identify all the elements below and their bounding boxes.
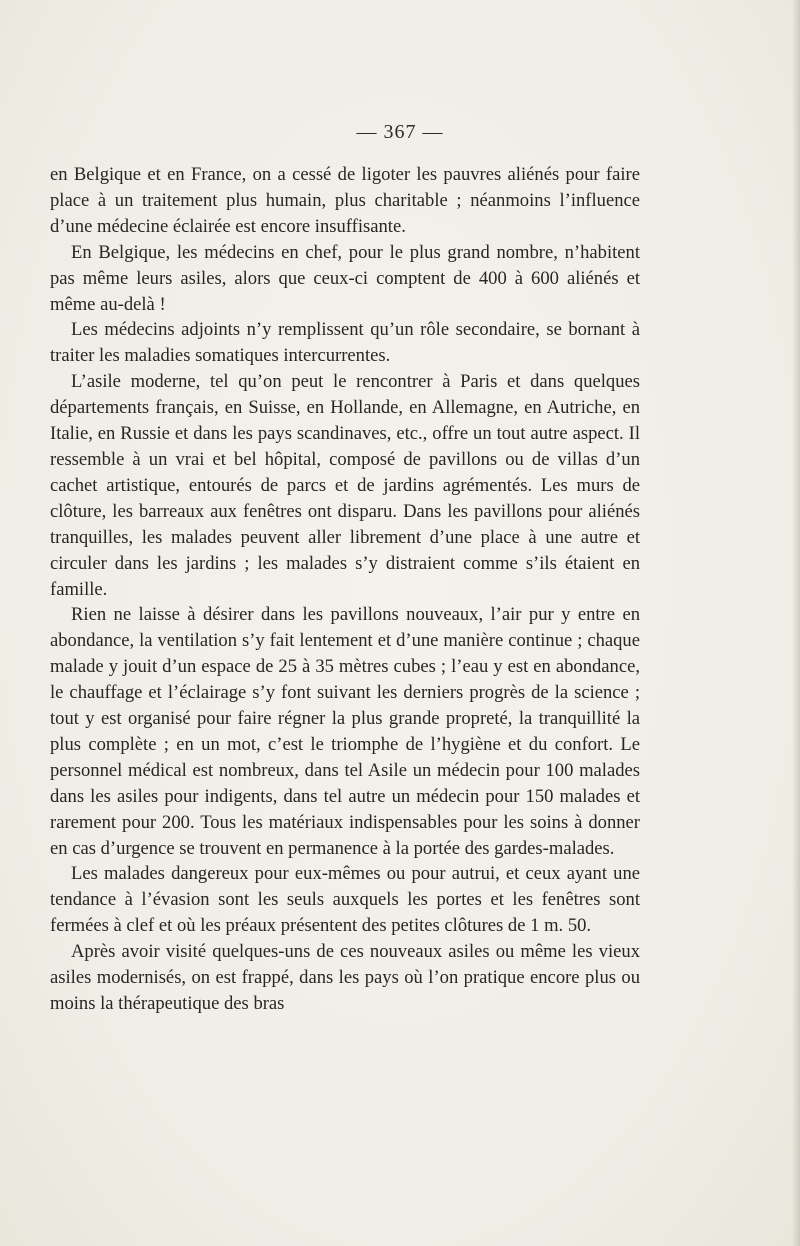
paragraph-continuation: en Belgique et en France, on a cessé de ligoter les pauvres aliénés pour faire place à un traitement plus humain, plus charitable ; néanmoins l’influence d’une médecine éclairée est encore insuffisante. xyxy=(50,164,640,237)
page-edge-shadow xyxy=(792,0,800,1246)
body-text xyxy=(50,162,640,1017)
paragraph: L’asile moderne, tel qu’on peut le rencontrer à Paris et dans quelques départements français, en Suisse, en Hollande, en Allemagne, en Autriche, en Italie, en Russie et dans les pays scandinaves, etc., offre un tout autre aspect. Il ressemble à un vrai et bel hôpital, composé de pavillons ou de villas d’un cachet artistique, entourés de parcs et de jardins agrémentés. Les murs de clôture, les barreaux aux fenêtres ont disparu. Dans les pavillons pour aliénés tranquilles, les malades peuvent aller librement d’une place à une autre et circuler dans les jardins ; les malades s’y distraient comme s’ils étaient en famille. xyxy=(50,371,640,600)
paragraph: Les malades dangereux pour eux-mêmes ou pour autrui, et ceux ayant une tendance à l’évasion sont les seuls auxquels les portes et les fenêtres sont fermées à clef et où les préaux présentent des petites clôtures de 1 m. 50. xyxy=(50,863,640,937)
paragraph: Les médecins adjoints n’y remplissent qu’un rôle secondaire, se bornant à traiter les maladies somatiques intercurrentes. xyxy=(50,319,640,367)
paragraph: En Belgique, les médecins en chef, pour le plus grand nombre, n’habitent pas même leurs asiles, alors que ceux-ci comptent de 400 à 600 aliénés et même au-delà ! xyxy=(50,241,640,315)
paragraph: Après avoir visité quelques-uns de ces nouveaux asiles ou même les vieux asiles modernisés, on est frappé, dans les pays où l’on pratique encore plus ou moins la thérapeutique des bras xyxy=(50,941,640,1014)
page-number: — 367 — xyxy=(356,121,444,143)
paragraph: Rien ne laisse à désirer dans les pavillons nouveaux, l’air pur y entre en abondance, la ventilation s’y fait lentement et d’une manière continue ; chaque malade y jouit d’un espace de 25 à 35 mètres cubes ; l’eau y est en abondance, le chauffage et l’éclairage s’y font suivant les derniers progrès de la science ; tout y est organisé pour faire régner la plus grande propreté, la tranquillité la plus complète ; en un mot, c’est le triomphe de l’hygiène et du confort. Le personnel médical est nombreux, dans tel Asile un médecin pour 100 malades dans les asiles pour indigents, dans tel autre un médecin pour 150 malades et rarement pour 200. Tous les matériaux indispensables pour les soins à donner en cas d’urgence se trouvent en permanence à la portée des gardes-malades. xyxy=(50,604,640,859)
